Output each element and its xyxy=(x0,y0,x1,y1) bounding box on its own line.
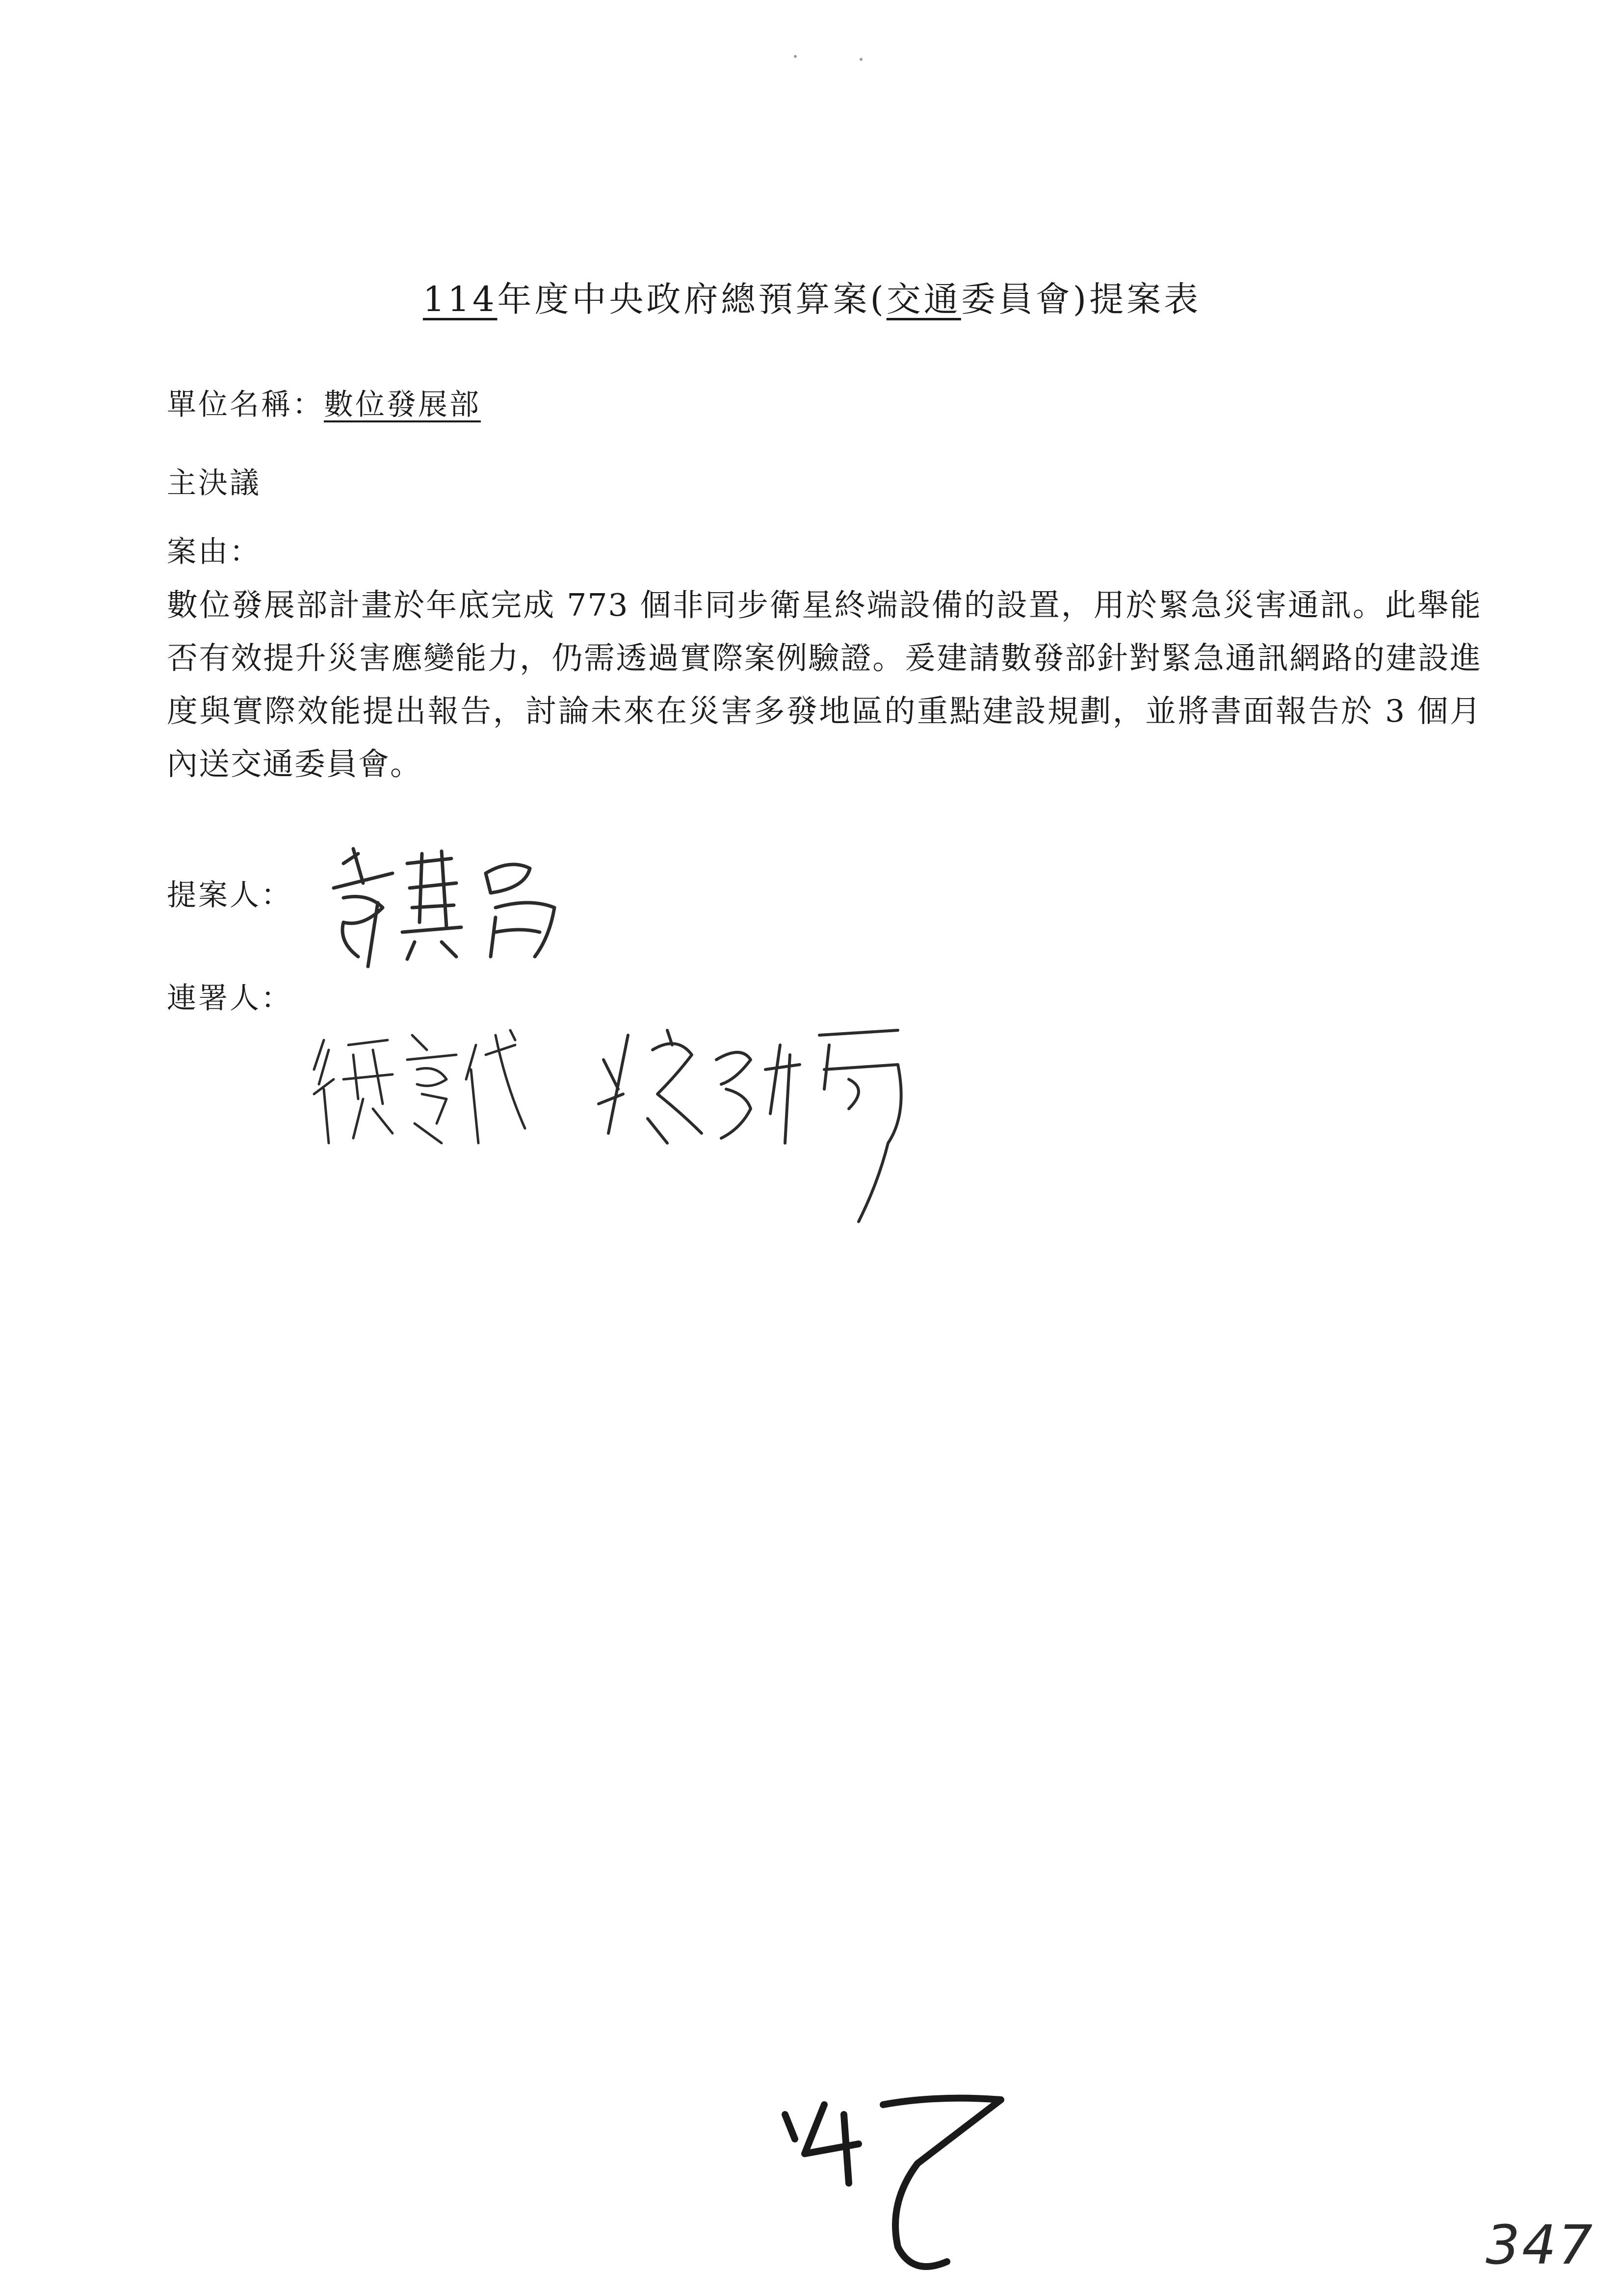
cosigner-signature-1 xyxy=(309,1025,535,1153)
title-suffix: 委員會)提案表 xyxy=(961,279,1202,319)
title-year: 114 xyxy=(422,279,498,319)
handwritten-number xyxy=(770,2085,1025,2281)
scan-speck xyxy=(794,55,797,58)
scan-speck xyxy=(860,58,863,61)
unit-row xyxy=(167,388,481,422)
unit-value: 數位發展部 xyxy=(324,388,481,422)
proposer-signature xyxy=(324,844,579,971)
reason-text: 數位發展部計畫於年底完成 773 個非同步衛星終端設備的設置，用於緊急災害通訊。此舉能否有效提升災害應變能力，仍需透過實際案例驗證。爰建請數發部針對緊急通訊網路的建設進度與實際效能提出報告，討論未來在災害多發地區的重點建設規劃，並將書面報告於 3 個月內送交通委員會。 xyxy=(167,587,1482,782)
title-mid: 年度中央政府總預算案( xyxy=(497,279,887,319)
resolution-type: 主決議 xyxy=(167,466,261,500)
cosigner-signature-2 xyxy=(594,1016,927,1231)
reason-label: 案由： xyxy=(167,535,261,569)
cosigner-label: 連署人： xyxy=(167,981,292,1016)
title-committee: 交通 xyxy=(886,279,961,319)
unit-label: 單位名稱： xyxy=(167,388,324,422)
page-title xyxy=(0,279,1624,319)
page-number: 347 xyxy=(1486,2214,1595,2276)
proposer-label: 提案人： xyxy=(167,878,292,913)
